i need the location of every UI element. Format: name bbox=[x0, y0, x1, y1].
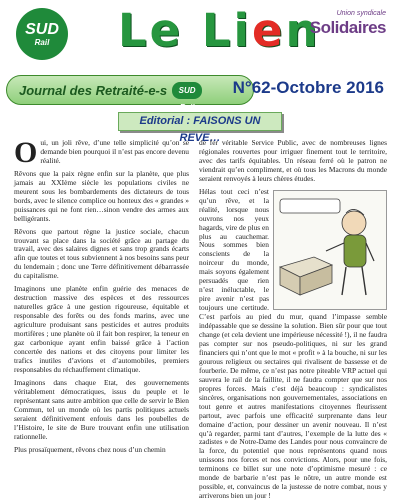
paragraph-text: ui, un joli rêve, d’une telle simplicité qu’on se demande bien pourquoi il n’est pas encore devenu réalité. bbox=[40, 138, 189, 165]
cartoon-illustration bbox=[273, 190, 387, 310]
article-paragraph: Plus prosaïquement, rêvons chez nous d’un chemin bbox=[14, 444, 166, 454]
dropcap: O bbox=[14, 136, 38, 169]
title-part-lien: Lien bbox=[201, 4, 321, 57]
article-paragraph bbox=[14, 136, 189, 169]
editorial-title: Editorial : FAISONS UN REVE… bbox=[118, 112, 282, 131]
sud-rail-logo-small: Rail bbox=[34, 37, 50, 47]
article-paragraph: Imaginons une planète enfin guérie des menaces de destruction massive des espèces et des ressources naturelles grâce à une gestion rigoureuse, équitable et responsable des forêts ou des fonds marins, avec une agriculture produisant sans pesticides et autres produits mortifères ; une planète où il fait bon respirer, la teneur en gaz carbonique ayant enfin baissé grâce à l’action concertée des nations et des citoyens pour limiter les trafics inutiles d’avions et d’automobiles, premiers responsables du réchauffement climatique. bbox=[14, 284, 189, 374]
newspaper-title bbox=[118, 6, 321, 56]
cartoon-drawing bbox=[274, 191, 386, 309]
article-paragraph: Rêvons que partout règne la justice sociale, chacun trouvant sa place dans la société grâce au partage du travail, avec des salaires dignes et sans trop grands écarts afin que toutes et tous subviennent à nos besoins sans peur du lendemain ; donc une Terre définitivement débarrassée du capitalisme. bbox=[14, 226, 189, 281]
issue-number: N°62-Octobre 2016 bbox=[232, 78, 384, 97]
solidaires-logo-union: Union syndicale bbox=[336, 10, 386, 17]
article-right-column bbox=[199, 138, 387, 501]
sud-rail-logo bbox=[16, 8, 68, 60]
article-paragraph: Imaginons dans chaque Etat, des gouvernements véritablement démocratiques, issus du peuple et le représentant sans autre ambition que celle de servir le Bien Commun, tel un monde où les partis politiques actuels seraient définitivement enfouis dans les poubelles de l’Histoire, le site de Bure trouvant enfin une utilisation rationnelle. bbox=[14, 377, 189, 441]
article-left-column bbox=[14, 136, 189, 459]
article-paragraph: Rêvons que la paix règne enfin sur la planète, que plus jamais au XXIème siècle les populations civiles ne meurent sous les bombardements des dictateurs de tous bords, avec le silence complice ou honteux des « grandes » puissances qui ne font rien…sinon vendre des armes aux belligérants. bbox=[14, 168, 189, 223]
title-part-le: Le bbox=[118, 4, 202, 57]
sud-rail-logo-big: SUD bbox=[25, 20, 59, 38]
solidaires-logo-name: Solidaires bbox=[309, 18, 386, 37]
article-paragraph: Hélas tout ceci n’est qu’un rêve, et la réalité, lorsque nous ouvrons nos yeux hagards, vire de plus en plus au cauchemar. Nous sommes bien conscients de la noirceur du monde, mais soyons également persuadés que rien n’est inéluctable, le pire avenir n’est pas toujours une certitude. C’est parfois au pied du mur, quand l’impasse semble indépassable que se dessine la solution. Bien sûr pour que tout change (et cela devient une impérieuse nécessité !), il ne faudra pas compter sur nos pseudo-politiques, ni sur les grand financiers qui n’ont que le mot « profit » à la bouche, ni sur les gourous religieux ou sectaires qui rivalisent de bassesse et de fourberie. De même, ce n’est pas notre piteable VRP actuel qui sauvera le rail de la faillite, il ne faudra compter que sur nos propres forces. Mais c’est déjà beaucoup : syndicalistes sincères, organisations non gouvernementales, associations en tout genre et autres manifestations citoyennes fleurissent partout, avec parfois une efficacité surprenante dans leur domaine d’action, pour dessiner un avenir nouveau. Il n’est qu’à regarder, parmi tant d’autres, l’exemple de la lutte des « zadistes » de Notre-Dame des Landes pour nous convaincre de la force, du potentiel que nous représentons quand nous unissons nos forces et nos convictions. Alors, pour une fois, terminons ce billet sur une note d’optimisme mesuré : ce monde de barbarie n’est pas le nôtre, un autre monde est possible, et, convaincus de la justesse de notre combat, nous y arriverons bien un jour ! bbox=[199, 186, 387, 501]
journal-banner bbox=[6, 75, 254, 112]
journal-banner-text: Journal des Retraité-e-s bbox=[19, 82, 168, 98]
solidaires-logo bbox=[298, 10, 386, 37]
article-paragraph: de fer véritable Service Public, avec de nombreuses lignes régionales rouvertes pour irriguer finement tout le territoire, avec des tarifs équitables. Un réseau ferré où le patron ne viendrait qu’en compliment, et où tous les Macrons du monde seraient renvoyés à leurs chères études. bbox=[199, 138, 387, 183]
sud-rail-mini-logo: SUD Rail bbox=[172, 82, 202, 99]
